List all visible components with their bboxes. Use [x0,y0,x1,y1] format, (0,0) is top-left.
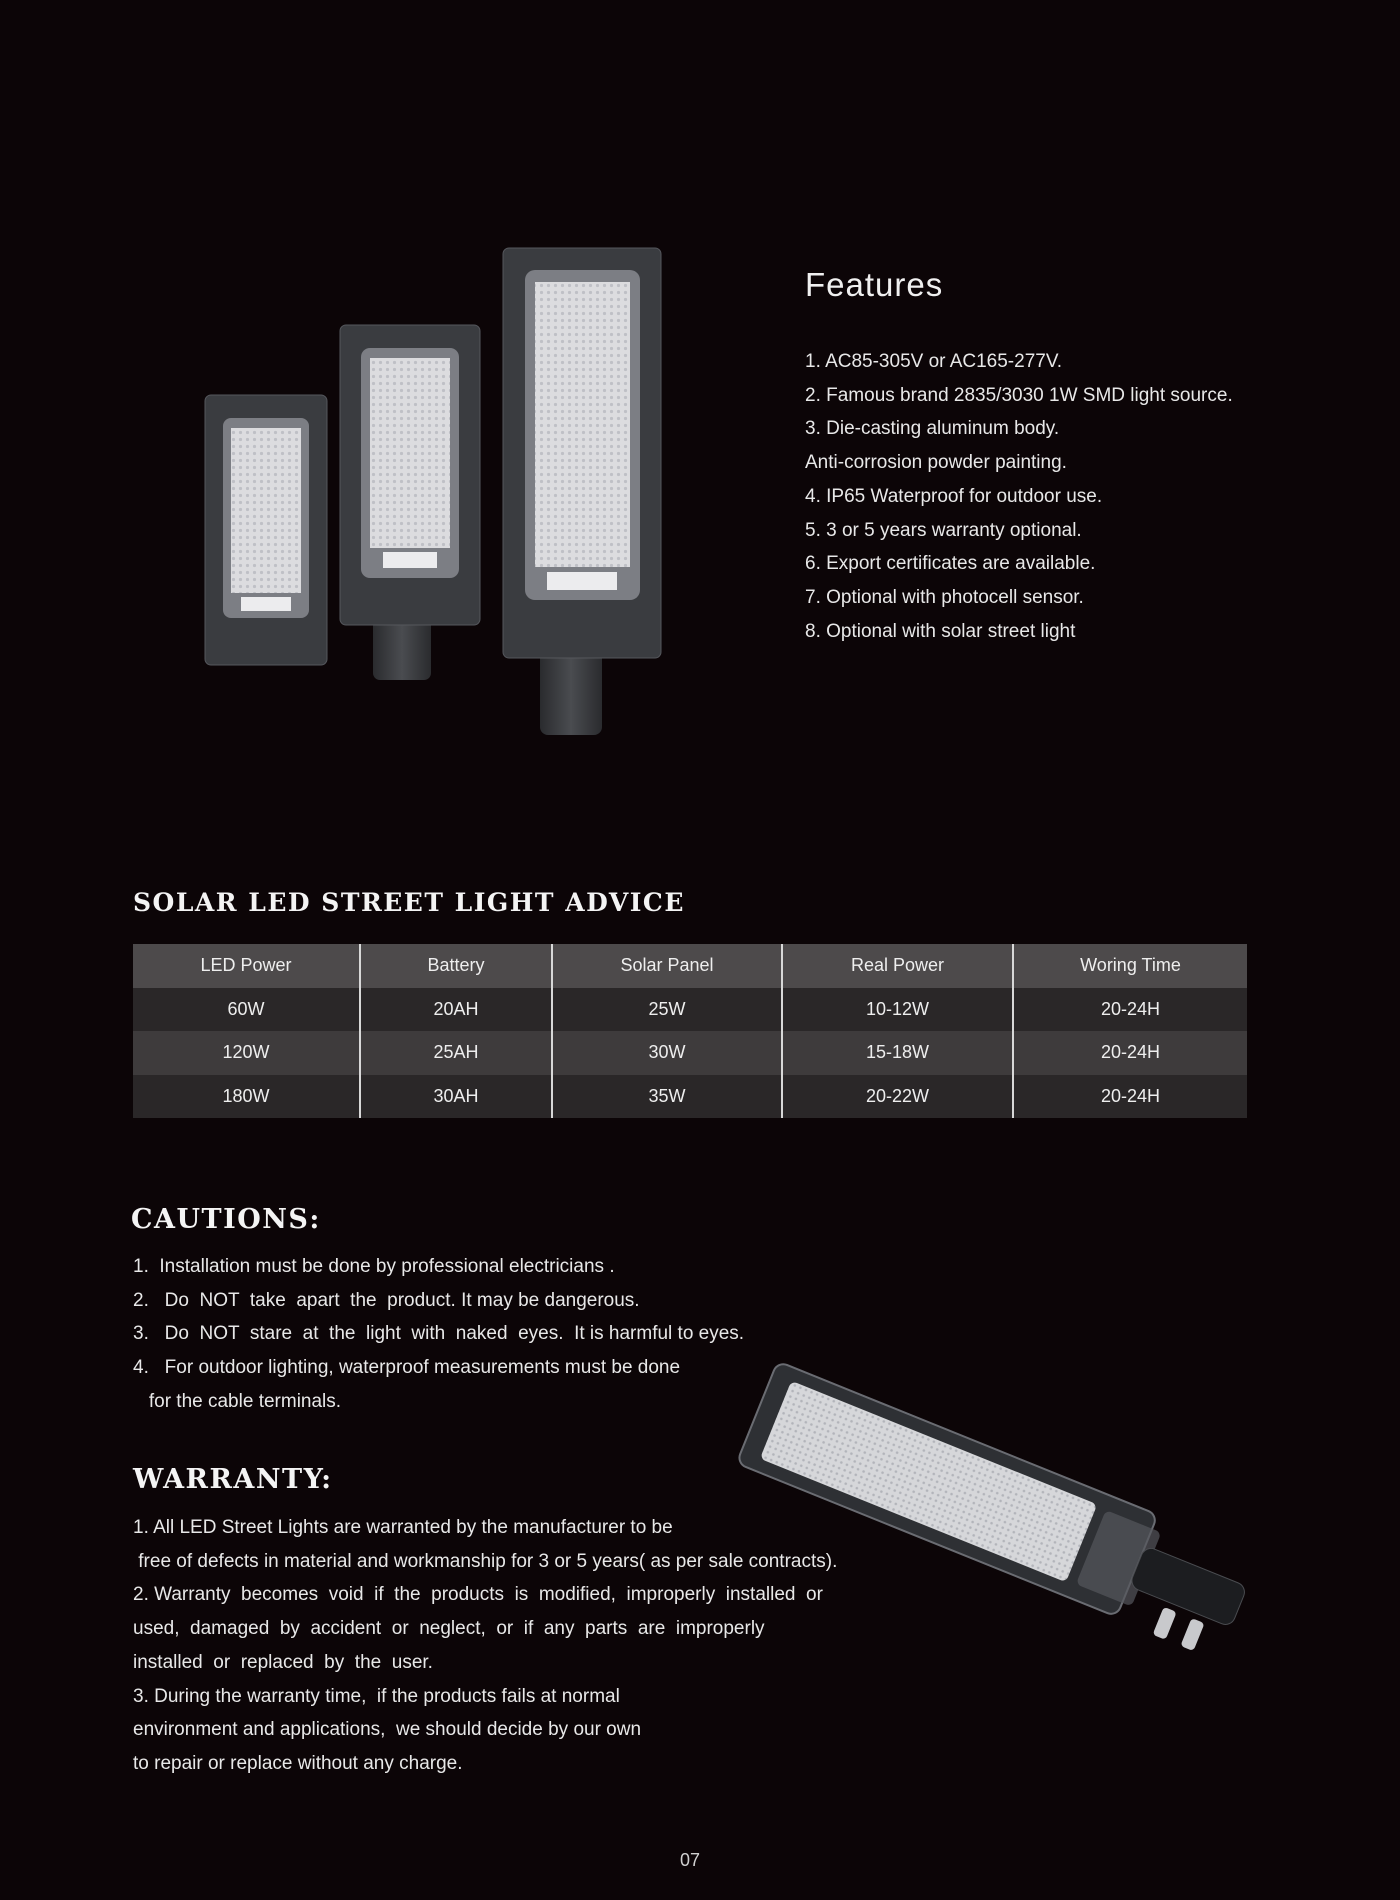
cautions-title: CAUTIONS: [131,1204,321,1235]
column-header: Real Power [782,944,1013,988]
table-cell: 20-24H [1013,1031,1247,1075]
warranty-item: 2. Warranty becomes void if the products is modified, improperly installed or [133,1584,823,1606]
feature-item: 8. Optional with solar street light [805,620,1076,642]
column-header: Woring Time [1013,944,1247,988]
small-light [205,395,327,665]
warranty-item: environment and applications, we should decide by our own [133,1719,642,1741]
table-cell: 20AH [360,988,552,1032]
table-row [133,1075,1247,1119]
table-cell: 35W [552,1075,782,1119]
feature-item: 7. Optional with photocell sensor. [805,586,1084,608]
table-cell: 25AH [360,1031,552,1075]
feature-item: 4. IP65 Waterproof for outdoor use. [805,485,1103,507]
table-cell: 30W [552,1031,782,1075]
table-cell: 25W [552,988,782,1032]
warranty-item: 1. All LED Street Lights are warranted by the manufacturer to be [133,1517,673,1538]
feature-item: Anti-corrosion powder painting. [805,452,1067,474]
table-cell: 180W [222,1085,270,1106]
caution-item: for the cable terminals. [133,1390,342,1412]
caution-item: 3. Do NOT stare at the light with naked eyes. It is harmful to eyes. [133,1323,745,1345]
warranty-item: to repair or replace without any charge. [133,1752,463,1774]
warranty-item: used, damaged by accident or neglect, or if any parts are improperly [133,1618,765,1640]
table-header-row [133,944,1247,988]
feature-item: 5. 3 or 5 years warranty optional. [805,519,1082,541]
caution-item: 2. Do NOT take apart the product. It may be dangerous. [133,1289,640,1311]
table-cell: 20-22W [782,1075,1013,1119]
table-row [133,1031,1247,1075]
advice-title: SOLAR LED STREET LIGHT ADVICE [133,888,685,917]
table-cell: 20-24H [1013,1075,1247,1119]
caution-item: 1. Installation must be done by professional electricians . [133,1256,615,1277]
features-title: Features [805,266,944,303]
caution-item: 4. For outdoor lighting, waterproof measurements must be done [133,1357,681,1379]
feature-item: 2. Famous brand 2835/3030 1W SMD light source. [805,384,1233,406]
table-cell: 20-24H [1013,988,1247,1032]
warranty-item: free of defects in material and workmanship for 3 or 5 years( as per sale contracts). [133,1550,838,1572]
column-header: Battery [360,944,552,988]
table-cell: 10-12W [782,988,1013,1032]
table-row [133,988,1247,1032]
feature-item: 6. Export certificates are available. [805,553,1096,575]
warranty-item: installed or replaced by the user. [133,1651,433,1673]
column-header: Solar Panel [552,944,782,988]
table-cell: 60W [227,998,265,1019]
warranty-title: WARRANTY: [133,1464,333,1495]
feature-item: 3. Die-casting aluminum body. [805,418,1060,440]
warranty-item: 3. During the warranty time, if the products fails at normal [133,1685,620,1707]
page-number: 07 [680,1850,701,1870]
table-cell: 120W [222,1042,270,1063]
medium-light [340,325,480,680]
column-header: LED Power [200,955,292,976]
features-list [805,345,1365,648]
advice-table [133,944,1247,1118]
table-cell: 30AH [360,1075,552,1119]
warranty-list [133,1511,913,1781]
feature-item: 1. AC85-305V or AC165-277V. [805,351,1063,372]
large-light [503,248,661,735]
led-street-lights-image [195,240,685,740]
table-cell: 15-18W [782,1031,1013,1075]
